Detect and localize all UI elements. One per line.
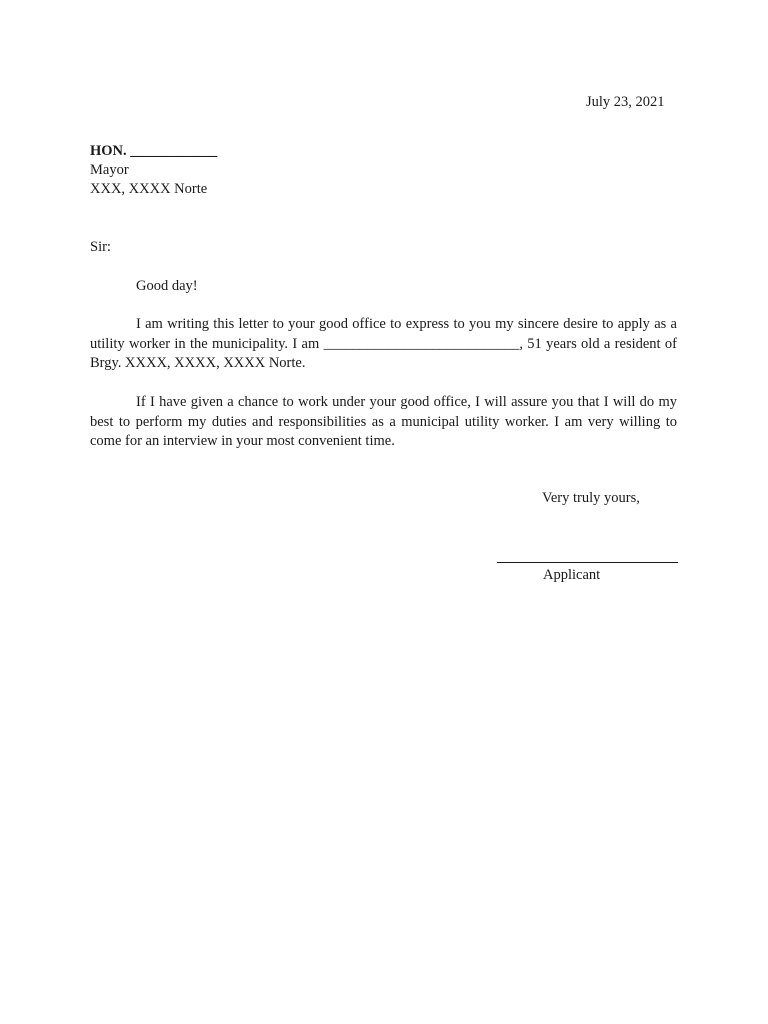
greeting: Good day! [136, 278, 198, 294]
body-paragraph-1: I am writing this letter to your good office to express to you my sincere desire to apply as a utility worker in the municipality. I am ___________________________, 51 years old a resident of Brgy. XXXX, XXXX, XXXX Norte. [90, 316, 677, 371]
body-paragraph-2: If I have given a chance to work under your good office, I will assure you that I will do my best to perform my duties and responsibilities as a municipal utility worker. I am very willing to come for an interview in your most convenient time. [90, 394, 677, 449]
recipient-address: XXX, XXXX Norte [90, 181, 208, 197]
signature-line [497, 562, 678, 563]
salutation: Sir: [90, 239, 111, 255]
letter-date: July 23, 2021 [586, 94, 665, 110]
closing: Very truly yours, [542, 490, 640, 506]
recipient-name: HON. ____________ [90, 143, 218, 159]
signature-caption: Applicant [543, 567, 601, 583]
recipient-title: Mayor [90, 162, 129, 178]
